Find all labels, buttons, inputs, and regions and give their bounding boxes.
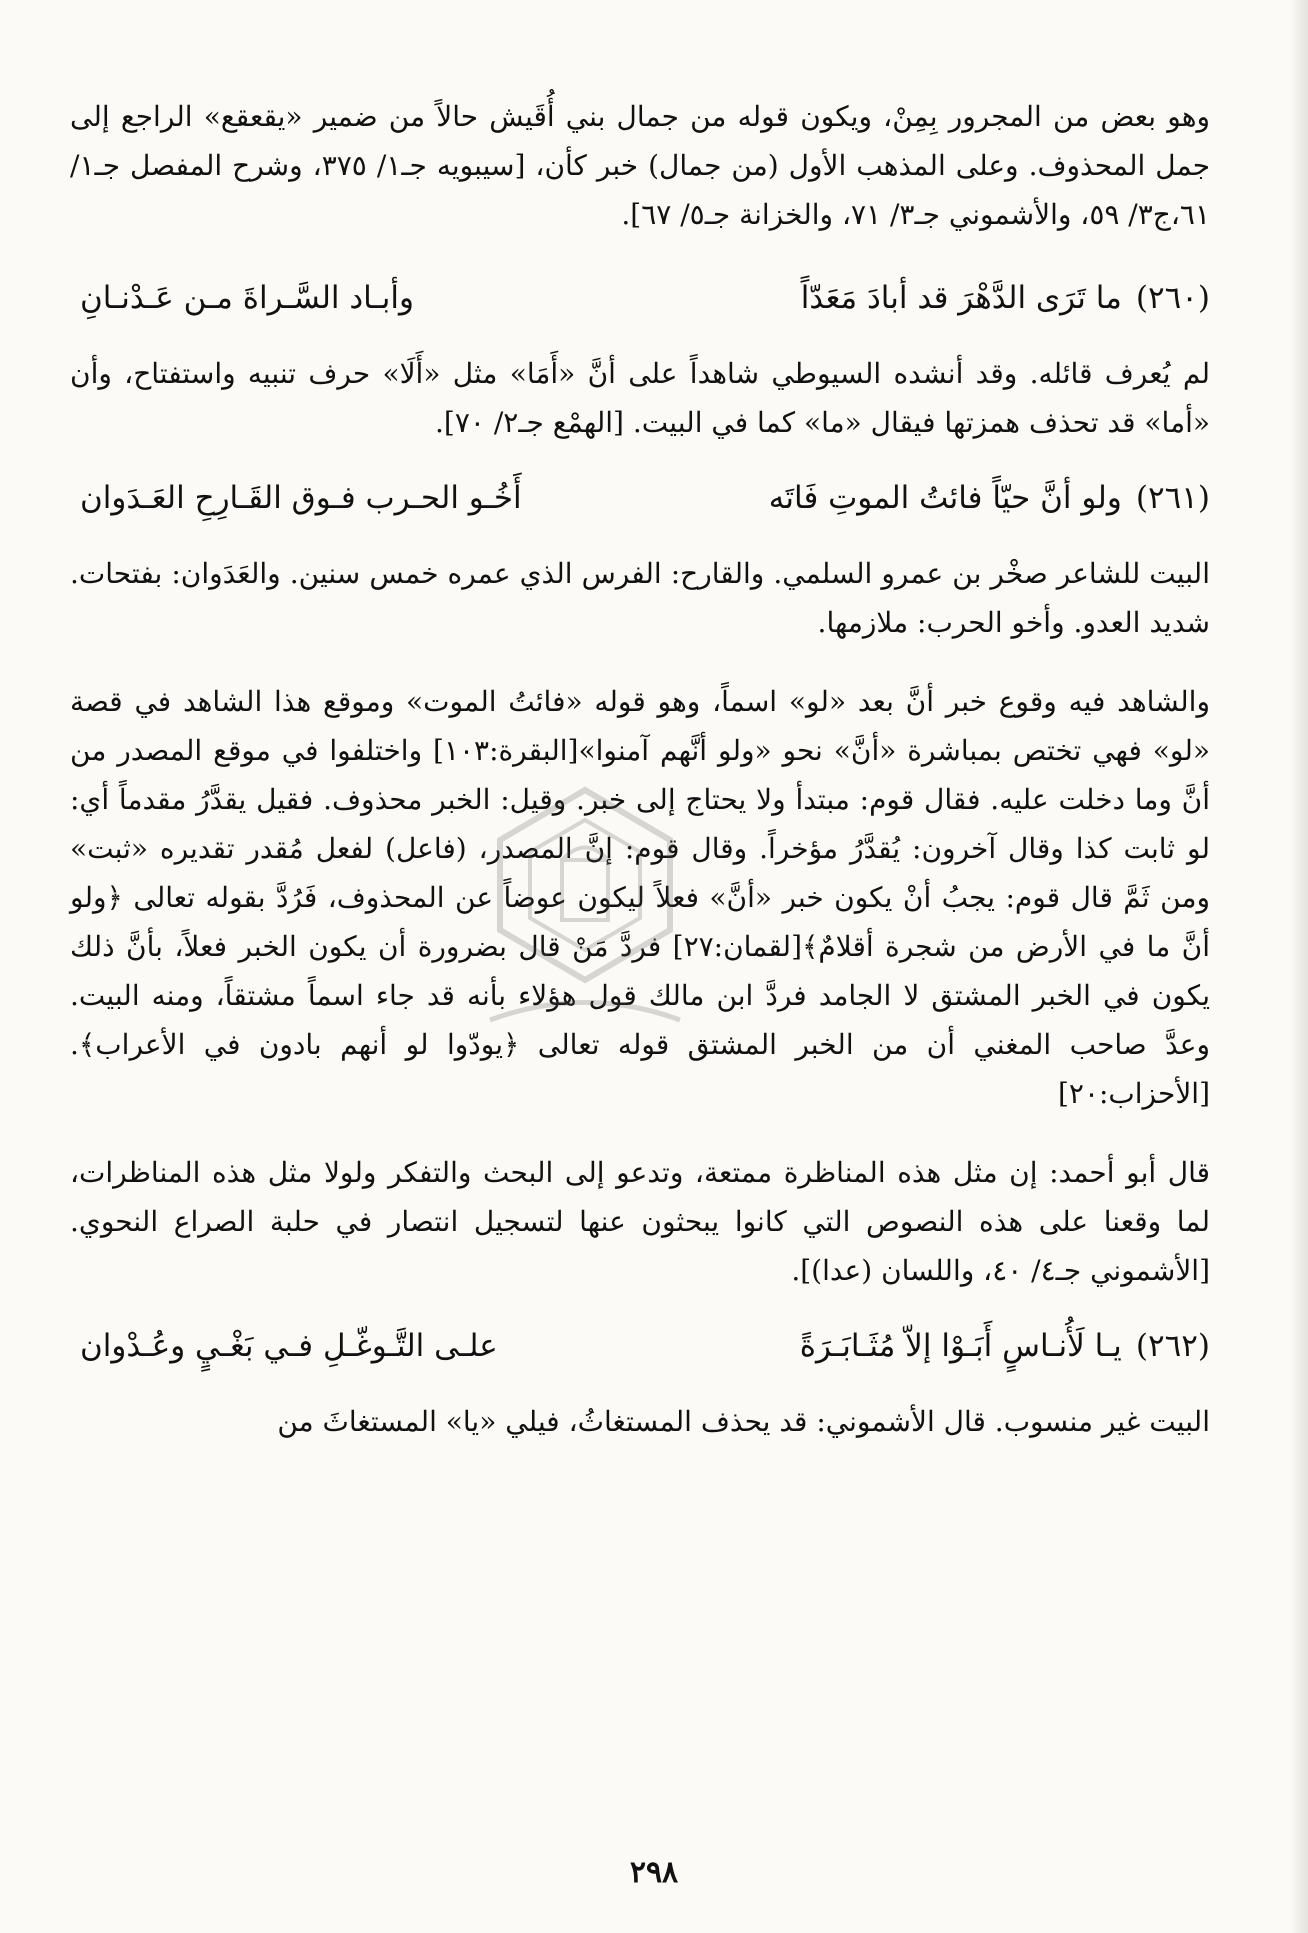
paragraph-commentary-261a: البيت للشاعر صخْر بن عمرو السلمي. والقارح: الفرس الذي عمره خمس سنين. والعَدَوان: بفتحات. شديد العدو. وأخو الحرب: ملازمها. — [70, 557, 1210, 639]
verse-260 — [70, 269, 1210, 327]
paragraph-commentary-261b: والشاهد فيه وقوع خبر أنَّ بعد «لو» اسماً، وهو قوله «فائتُ الموت» وموقع هذا الشاهد في قصة «لو» فهي تختص بمباشرة «أنَّ» نحو «ولو أنَّهم آمنوا»[البقرة:١٠٣] واختلفوا في موقع المصدر من أنَّ وما دخلت عليه. فقال قوم: مبتدأ ولا يحتاج إلى خبر. وقيل: الخبر محذوف. فقيل يقدَّرُ مقدماً أي: لو ثابت كذا وقال آخرون: يُقدَّرُ مؤخراً. وقال قوم: إنَّ المصدر، (فاعل) لفعل مُقدر تقديره «ثبت» ومن ثَمَّ قال قوم: يجبُ أنْ يكون خبر «أنَّ» فعلاً ليكون عوضاً عن المحذوف، فَرُدَّ بقوله تعالى ﴿ولو أنَّ ما في الأرض من شجرة أقلامٌ﴾[لقمان:٢٧] فردَّ مَنْ قال بضرورة أن يكون الخبر فعلاً، بأنَّ ذلك يكون في الخبر المشتق لا الجامد فردَّ ابن مالك قول هؤلاء بأنه قد جاء اسماً مشتقاً، ومنه البيت. وعدَّ صاحب المغني أن من الخبر المشتق قوله تعالى ﴿يودّوا لو أنهم بادون في الأعراب﴾.[الأحزاب:٢٠] — [70, 685, 1211, 1110]
page-content — [70, 92, 1210, 1446]
verse-second-hemistich: علـى التَّـوغّـلِ فـي بَغْـيٍ وعُـدْوان — [80, 1328, 498, 1364]
verse-number: (٢٦١) — [1135, 480, 1210, 516]
page-edge — [1290, 0, 1308, 1933]
verse-second-hemistich: أَخُـو الحـرب فـوق القَـارِحِ العَـدَوان — [80, 480, 522, 516]
paragraph-commentary-262: البيت غير منسوب. قال الأشموني: قد يحذف المستغاثُ، فيلي «يا» المستغاثَ من — [277, 1405, 1210, 1438]
paragraph-commentary-259: وهو بعض من المجرور بِمِنْ، ويكون قوله من جمال بني أُقَيش حالاً من ضمير «يقعقع» الراجع إلى جمل المحذوف. وعلى المذهب الأول (من جمال) خبر كأن، [سيبويه جـ١/ ٣٧٥، وشرح المفصل جـ١/ ٦١،ج٣/ ٥٩، والأشموني جـ٣/ ٧١، والخزانة جـ٥/ ٦٧]. — [70, 100, 1211, 231]
verse-number: (٢٦٠) — [1135, 280, 1210, 316]
verse-first-hemistich — [800, 1317, 1210, 1375]
verse-first-hemistich — [769, 469, 1210, 527]
verse-261 — [70, 469, 1210, 527]
verse-first-text: ولو أنَّ حيّاً فائتُ الموتِ فَاتَه — [768, 480, 1122, 516]
verse-number: (٢٦٢) — [1135, 1328, 1210, 1364]
verse-first-text: يـا لَأُنـاسٍ أَبَـوْا إلاّ مُثَـابَـرَةً — [799, 1328, 1122, 1364]
verse-262 — [70, 1317, 1210, 1375]
verse-second-hemistich: وأبـاد السَّـراةَ مـن عَـدْنـانِ — [80, 280, 414, 316]
verse-first-text: ما تَرَى الدَّهْرَ قد أبادَ مَعَدّاً — [800, 280, 1122, 316]
verse-first-hemistich — [801, 269, 1210, 327]
paragraph-author-note: قال أبو أحمد: إن مثل هذه المناظرة ممتعة، وتدعو إلى البحث والتفكر ولولا مثل هذه المناظرات، لما وقعنا على هذه النصوص التي كانوا يبحثون عنها لتسجيل انتصار في حلبة الصراع النحوي. [الأشموني جـ٤/ ٤٠، واللسان (عدا)]. — [70, 1156, 1210, 1287]
paragraph-commentary-260: لم يُعرف قائله. وقد أنشده السيوطي شاهداً على أنَّ «أَمَا» مثل «أَلَا» حرف تنبيه واستفتاح، وأن «أما» قد تحذف همزتها فيقال «ما» كما في البيت. [الهمْع جـ٢/ ٧٠]. — [70, 357, 1210, 439]
page-number: ٢٩٨ — [629, 1855, 679, 1890]
